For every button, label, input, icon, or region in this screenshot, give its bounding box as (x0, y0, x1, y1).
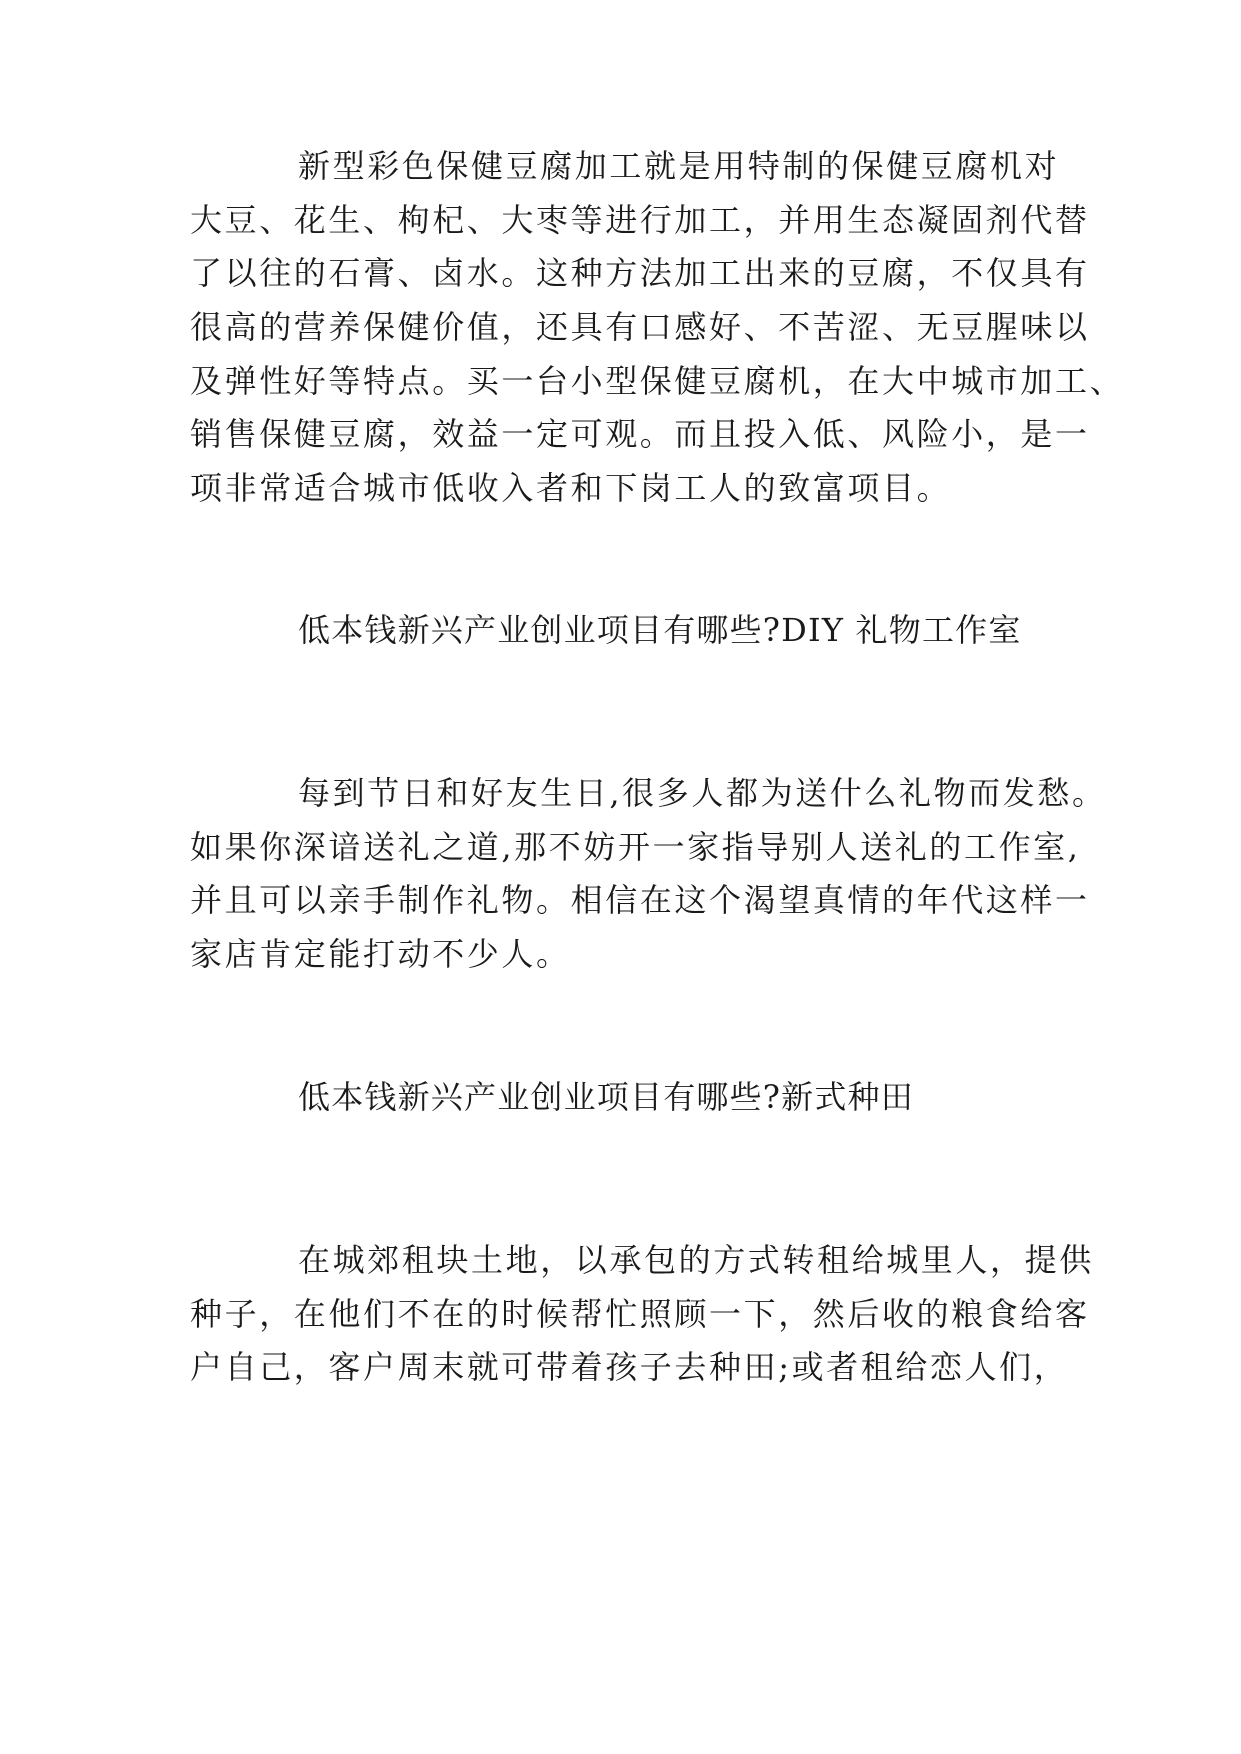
paragraph-3-line-2: 种子，在他们不在的时候帮忙照顾一下，然后收的粮食给客 (190, 1295, 1090, 1333)
paragraph-2-line-3: 并且可以亲手制作礼物。相信在这个渴望真情的年代这样一 (190, 881, 1090, 919)
paragraph-2-line-2: 如果你深谙送礼之道,那不妨开一家指导别人送礼的工作室, (190, 828, 1081, 866)
paragraph-1-line-1: 新型彩色保健豆腐加工就是用特制的保健豆腐机对 (298, 147, 1060, 185)
paragraph-2-line-1: 每到节日和好友生日,很多人都为送什么礼物而发愁。 (298, 774, 1107, 812)
paragraph-1-line-5: 及弹性好等特点。买一台小型保健豆腐机，在大中城市加工、 (190, 362, 1125, 400)
section-heading-new-farming: 低本钱新兴产业创业项目有哪些?新式种田 (298, 1078, 914, 1116)
paragraph-1-line-4: 很高的营养保健价值，还具有口感好、不苦涩、无豆腥味以 (190, 308, 1090, 346)
paragraph-1-line-7: 项非常适合城市低收入者和下岗工人的致富项目。 (190, 469, 952, 507)
paragraph-3-line-1: 在城郊租块土地，以承包的方式转租给城里人，提供 (298, 1241, 1094, 1279)
section-heading-diy-gift-studio: 低本钱新兴产业创业项目有哪些?DIY 礼物工作室 (298, 611, 1022, 649)
paragraph-1-line-3: 了以往的石膏、卤水。这种方法加工出来的豆腐，不仅具有 (190, 254, 1090, 292)
paragraph-1-line-6: 销售保健豆腐，效益一定可观。而且投入低、风险小，是一 (190, 415, 1090, 453)
paragraph-2-line-4: 家店肯定能打动不少人。 (190, 935, 571, 973)
paragraph-1-line-2: 大豆、花生、枸杞、大枣等进行加工，并用生态凝固剂代替 (190, 201, 1090, 239)
paragraph-3-line-3: 户自己，客户周末就可带着孩子去种田;或者租给恋人们， (190, 1348, 1069, 1386)
